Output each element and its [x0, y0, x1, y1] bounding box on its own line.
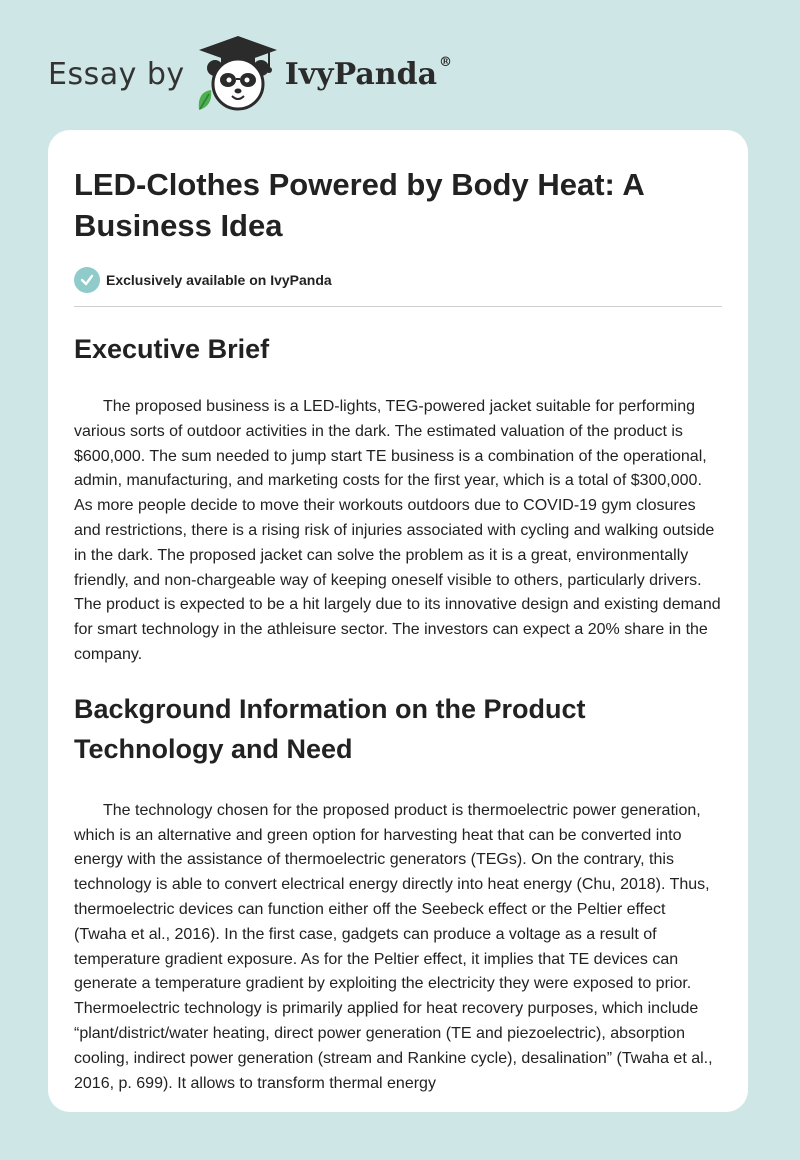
panda-mascot-icon: [195, 34, 281, 114]
section-heading-background: Background Information on the Product Technology and Need: [74, 693, 586, 764]
article-card: [48, 130, 748, 1112]
check-circle-icon: [74, 267, 100, 293]
brand-name-text: IvyPanda: [284, 56, 438, 92]
brand-logo[interactable]: [48, 34, 452, 114]
registered-mark: ®: [439, 54, 453, 70]
exclusive-label: Exclusively available on IvyPanda: [106, 272, 332, 288]
title-divider: [74, 306, 722, 307]
brand-name: [284, 54, 453, 92]
article-title: LED-Clothes Powered by Body Heat: A Business Idea: [74, 167, 644, 243]
section-paragraph-executive-brief: The proposed business is a LED-lights, TEG-powered jacket suitable for performing various sorts of outdoor activities in the dark. The estimated valuation of the product is $600,000. The sum needed to jump start TE business is a combination of the operational, admin, manufacturing, and marketing costs for the first year, which is a total of $300,000. As more people decide to move their workouts outdoors due to COVID-19 gym closures and restrictions, there is a rising risk of injuries associated with cycling and walking outside in the dark. The proposed jacket can solve the problem as it is a great, environmentally friendly, and non-chargeable way of keeping oneself visible to others, particularly drivers. The product is expected to be a hit largely due to its innovative design and existing demand for smart technology in the athleisure sector. The investors can expect a 20% share in the company.: [74, 398, 721, 663]
brand-prefix: Essay by: [48, 56, 185, 92]
exclusive-badge: [74, 266, 722, 294]
section-heading-executive-brief: Executive Brief: [74, 334, 270, 364]
section-paragraph-background: The technology chosen for the proposed product is thermoelectric power generation, which is an alternative and green option for harvesting heat that can be converted into energy with the assistance of thermoelectric generators (TEGs). On the contrary, this technology is able to convert electrical energy directly into heat energy (Chu, 2018). Thus, thermoelectric devices can function either off the Seebeck effect or the Peltier effect (Twaha et al., 2016). In the first case, gadgets can produce a voltage as a result of temperature gradient exposure. As for the Peltier effect, it implies that TE devices can generate a temperature gradient by exploiting the electricity they were exposed to prior. Thermoelectric technology is primarily applied for heat recovery purposes, which include “plant/district/water heating, direct power generation (TE and piezoelectric), absorption cooling, indirect power generation (stream and Rankine cycle), desalination” (Twaha et al., 2016, p. 699). It allows to transform thermal energy: [74, 801, 713, 1092]
